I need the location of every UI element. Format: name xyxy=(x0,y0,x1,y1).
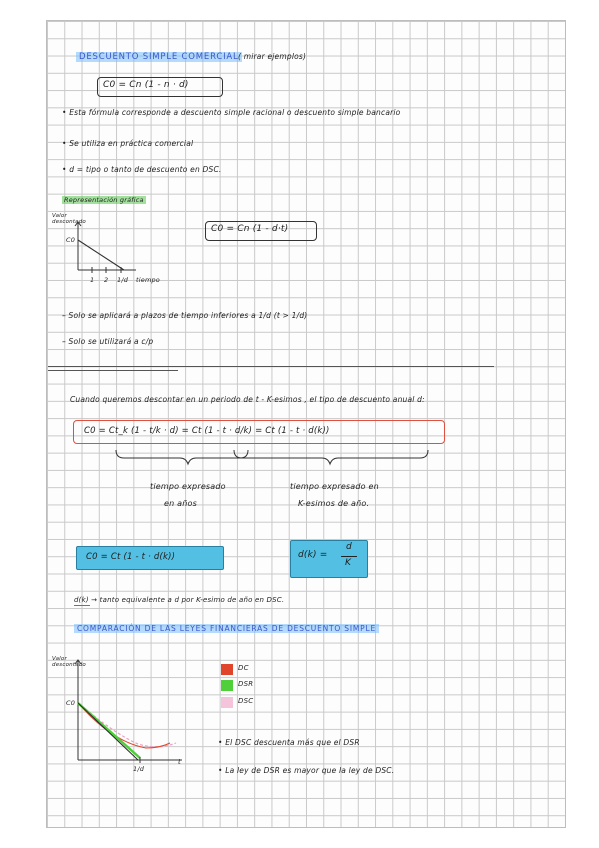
legend-label-dsc: DSC xyxy=(238,697,254,705)
boxed-formula-1-text: C0 = Ct (1 - t · d(k)) xyxy=(86,552,176,562)
graph-heading: Representación gráfica xyxy=(64,196,144,204)
boxed-formula-2-den: K xyxy=(345,558,352,568)
section2-intro: Cuando queremos descontar en un periodo de t - K-esimos , el tipo de descuento anual d: xyxy=(70,395,425,404)
graph2-y-label: Valor descontado xyxy=(52,656,86,668)
legend-swatch-dsc xyxy=(221,697,233,708)
dsc-curve xyxy=(78,703,176,747)
bullet-3: • d = tipo o tanto de descuento en DSC. xyxy=(62,165,222,174)
graph1-c0-label: C0 xyxy=(66,236,76,244)
boxed-formula-2-num: d xyxy=(346,542,352,552)
section2-note: d(k) → tanto equivalente a d por K-esimo de año en DSC. xyxy=(74,596,285,604)
note-1: – Solo se aplicará a plazos de tiempo inferiores a 1/d (t > 1/d) xyxy=(62,311,308,320)
legend-label-dc: DC xyxy=(238,664,249,672)
dsc-line xyxy=(78,703,138,760)
brace-left-label-1: tiempo expresado xyxy=(150,482,226,491)
legend-swatch-dsr xyxy=(221,680,233,691)
legend-label-dsr: DSR xyxy=(238,680,254,688)
brace-right-label-1: tiempo expresado en xyxy=(290,482,379,491)
graph2-c0-label: C0 xyxy=(66,699,76,707)
graph1-x-label: tiempo xyxy=(136,276,160,284)
title-note: ( mirar ejemplos) xyxy=(238,52,307,61)
graph1-tick-2: 2 xyxy=(104,276,109,284)
section-title-descuento-simple-comercial: DESCUENTO SIMPLE COMERCIAL xyxy=(76,52,242,62)
boxed-formula-2-lhs: d(k) = xyxy=(298,550,328,560)
note-2: – Solo se utilizará a c/p xyxy=(62,337,154,346)
long-formula: C0 = Ct_k (1 - t/k · d) = Ct (1 - t · d/k) = Ct (1 - t · d(k)) xyxy=(84,426,330,436)
formula-main: C0 = Cn (1 - n · d) xyxy=(103,80,189,90)
formula2: C0 = Cn (1 - d·t) xyxy=(211,224,289,234)
graph1-y-label: Valor descontado xyxy=(52,213,86,225)
brace-right-label-2: K-esimos de año. xyxy=(298,499,370,508)
brace-left-label-2: en años xyxy=(164,499,197,508)
section3-bullet-1: • El DSC descuenta más que el DSR xyxy=(218,738,360,747)
bullet-2: • Se utiliza en práctica comercial xyxy=(62,139,194,148)
section3-bullet-2: • La ley de DSR es mayor que la ley de DSC. xyxy=(218,766,395,775)
graph1-tick-1: 1 xyxy=(90,276,95,284)
bullet-1: • Esta fórmula corresponde a descuento simple racional o descuento simple bancario xyxy=(62,108,401,117)
graph2-x-end: t xyxy=(178,758,181,766)
dc-curve xyxy=(78,703,170,748)
graph1-tick-1-over-d: 1/d xyxy=(117,276,129,284)
legend-swatch-dc xyxy=(221,664,233,675)
section3-title: COMPARACIÓN DE LAS LEYES FINANCIERAS DE DESCUENTO SIMPLE xyxy=(74,624,379,633)
graph2-x-tick: 1/d xyxy=(133,765,145,773)
